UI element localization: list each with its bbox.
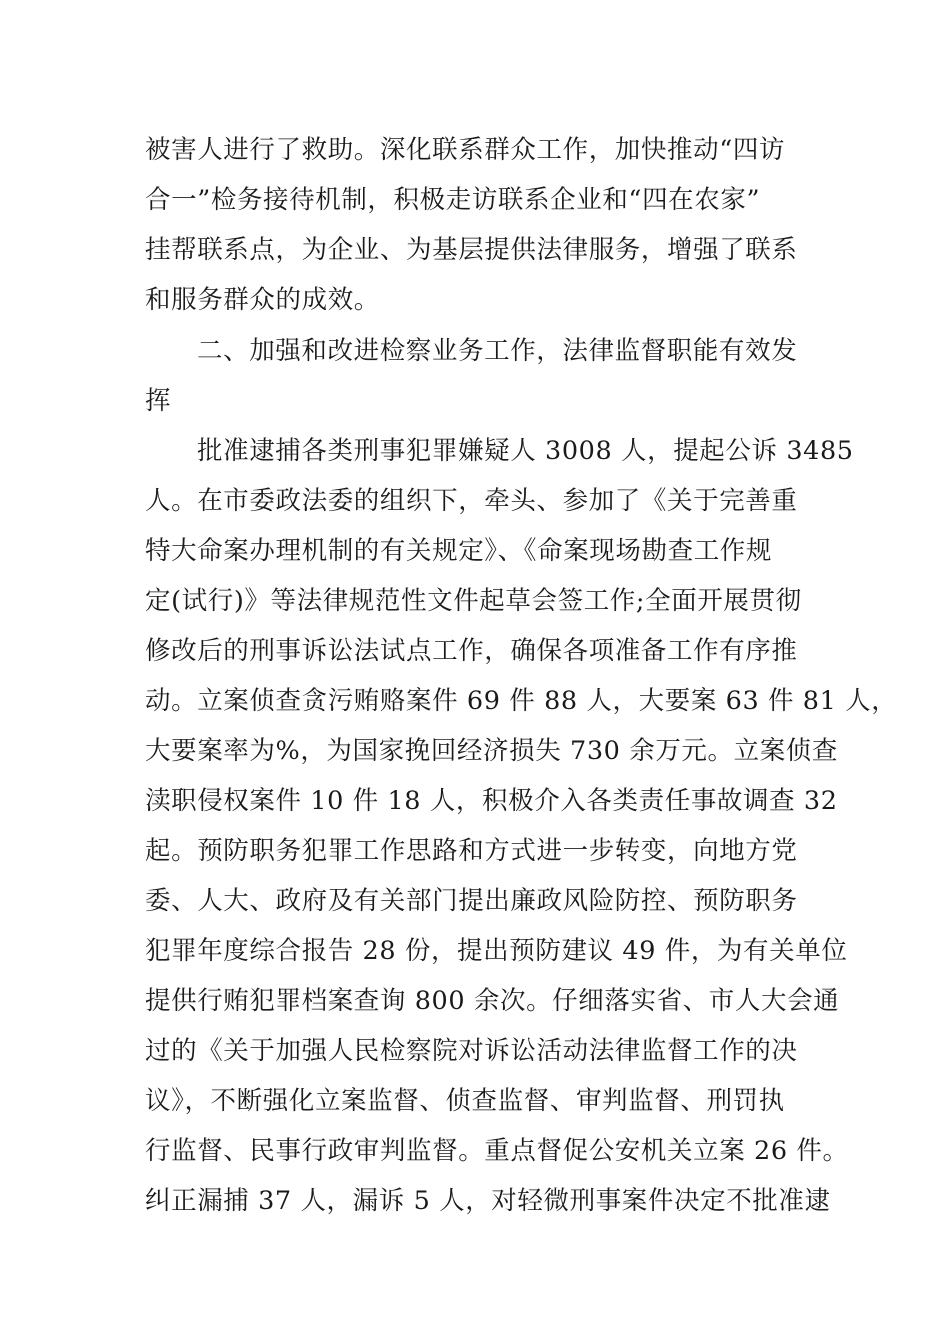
paragraph-line: 委、人大、政府及有关部门提出廉政风险防控、预防职务 <box>145 886 798 916</box>
paragraph-line: 起。预防职务犯罪工作思路和方式进一步转变，向地方党 <box>145 836 798 866</box>
section-heading: 二、加强和改进检察业务工作，法律监督职能有效发 <box>197 336 798 366</box>
paragraph-line: 修改后的刑事诉讼法试点工作，确保各项准备工作有序推 <box>145 636 798 666</box>
paragraph-line: 纠正漏捕 37 人，漏诉 5 人，对轻微刑事案件决定不批准逮 <box>145 1186 831 1216</box>
paragraph-line: 人。在市委政法委的组织下，牵头、参加了《关于完善重 <box>145 486 798 516</box>
paragraph-line: 动。立案侦查贪污贿赂案件 69 件 88 人，大要案 63 件 81 人， <box>145 686 898 716</box>
paragraph-line: 行监督、民事行政审判监督。重点督促公安机关立案 26 件。 <box>145 1136 849 1166</box>
paragraph-line: 合一”检务接待机制，积极走访联系企业和“四在农家” <box>145 185 761 215</box>
paragraph-line: 和服务群众的成效。 <box>145 285 380 315</box>
paragraph-line: 过的《关于加强人民检察院对诉讼活动法律监督工作的决 <box>145 1036 798 1066</box>
paragraph-line: 犯罪年度综合报告 28 份，提出预防建议 49 件，为有关单位 <box>145 936 848 966</box>
paragraph-line: 批准逮捕各类刑事犯罪嫌疑人 3008 人，提起公诉 3485 <box>197 436 854 466</box>
section-heading-continued: 挥 <box>145 386 172 416</box>
paragraph-line: 特大命案办理机制的有关规定》、《命案现场勘查工作规 <box>145 536 773 566</box>
paragraph-line: 议》，不断强化立案监督、侦查监督、审判监督、刑罚执 <box>145 1086 785 1116</box>
paragraph-line: 提供行贿犯罪档案查询 800 余次。仔细落实省、市人大会通 <box>145 986 840 1016</box>
paragraph-line: 挂帮联系点，为企业、为基层提供法律服务，增强了联系 <box>145 235 798 265</box>
paragraph-line: 定(试行)》等法律规范性文件起草会签工作;全面开展贯彻 <box>145 586 802 616</box>
paragraph-line: 大要案率为%，为国家挽回经济损失 730 余万元。立案侦查 <box>145 736 839 766</box>
paragraph-line: 被害人进行了救助。深化联系群众工作，加快推动“四访 <box>145 135 786 165</box>
paragraph-line: 渎职侵权案件 10 件 18 人，积极介入各类责任事故调查 32 <box>145 786 838 816</box>
